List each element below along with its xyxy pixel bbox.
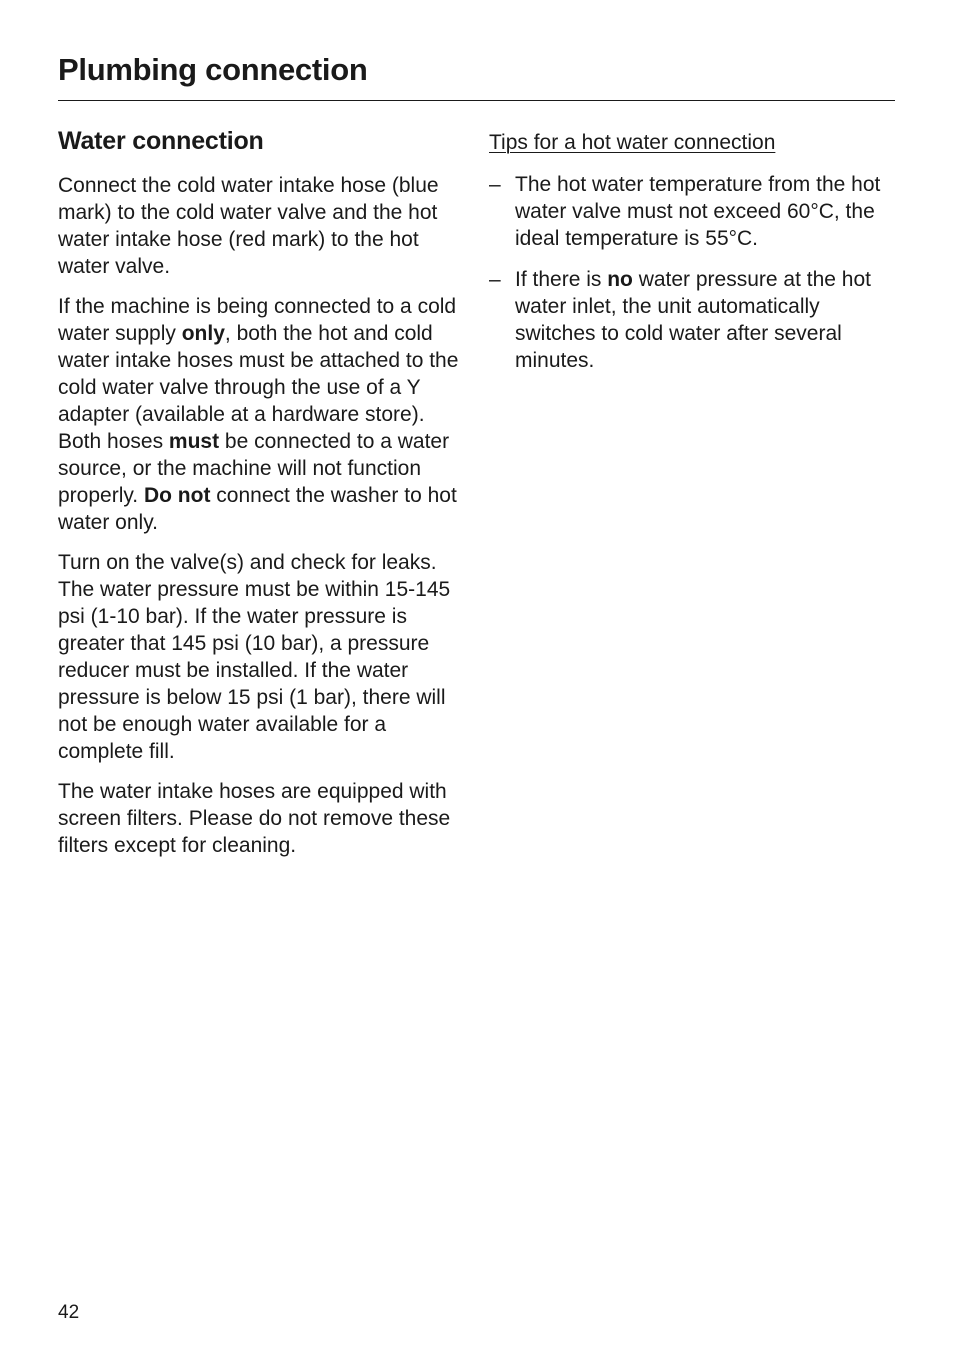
title-divider [58,100,895,101]
text-run: , both the hot and cold water intake hoses must be attached to the cold water valve through the use of a Y adapter (available at a hardware store). Both hoses [58,322,459,453]
emphasis-do-not: Do not [143,484,211,507]
emphasis-must: must [168,430,220,453]
page-title: Plumbing connection [58,52,368,87]
emphasis-no: no [607,268,633,291]
page-number: 42 [58,1302,80,1323]
paragraph-cold-water-only [58,293,468,536]
paragraph-water-pressure: Turn on the valve(s) and check for leaks. The water pressure must be within 15-145 psi (1-10 bar). If the water pressure is greater that 145 psi (10 bar), a pressure reducer must be installed. If the water pressure is below 15 psi (1 bar), there will not be enough water available for a complete fill. [58,551,451,763]
hot-water-tips-section [489,128,899,388]
paragraph-hose-connection: Connect the cold water intake hose (blue mark) to the cold water valve and the hot water intake hose (red mark) to the hot water valve. [58,174,439,278]
tip-text: The hot water temperature from the hot water valve must not exceed 60°C, the ideal temperature is 55°C. [515,173,881,250]
tip-item [489,266,899,374]
dash-bullet: – [489,268,501,291]
tips-heading: Tips for a hot water connection [489,131,776,154]
water-connection-section [58,124,468,872]
tip-text [515,268,871,372]
text-run: If the machine is being connected to a cold water supply [58,295,457,345]
text-run: connect the washer to hot water only. [58,484,457,534]
text-run: If there is [515,268,608,291]
section-heading: Water connection [58,127,264,155]
emphasis-only: only [181,322,225,345]
text-run: water pressure at the hot water inlet, the unit automatically switches to cold water after several minutes. [515,268,871,372]
tip-item [489,171,899,252]
text-run: be connected to a water source, or the machine will not function properly. [58,430,450,507]
paragraph-screen-filters: The water intake hoses are equipped with screen filters. Please do not remove these filters except for cleaning. [58,780,451,857]
dash-bullet: – [489,173,501,196]
